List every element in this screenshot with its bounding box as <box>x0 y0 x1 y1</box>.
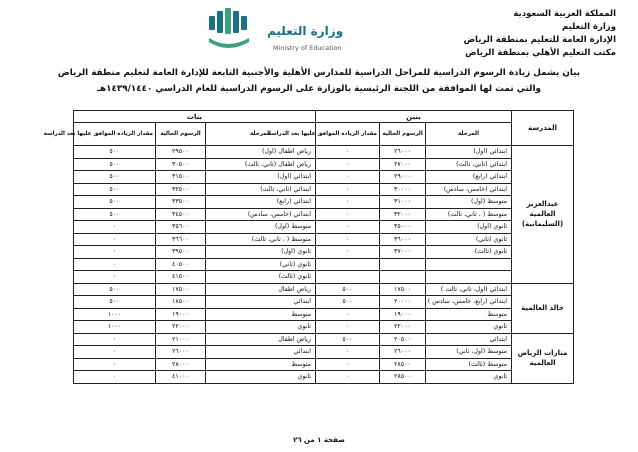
girls-fee-cell: ٢٨٠٠٠ <box>156 358 206 371</box>
girls-stage-cell: متوسط ( ، ثاني، ثالث) <box>206 233 316 246</box>
boys-stage-cell: ابتدائي (اول، ثاني، ثالث ) <box>426 283 512 296</box>
boys-increase-header: مقدار الزيادة الموافق عليها بعد الدراسة <box>316 123 380 146</box>
boys-increase-cell: ٠ <box>316 171 380 184</box>
boys-stage-cell: ابتدائي (خامس، سادس) <box>426 183 512 196</box>
girls-fee-cell: ٣٥٦٠٠ <box>156 221 206 234</box>
letterhead <box>416 8 616 60</box>
girls-fee-cell: ١٨٥٠٠ <box>156 296 206 309</box>
girls-stage-cell: متوسط (اول) <box>206 221 316 234</box>
boys-stage-cell: ثانوي <box>426 321 512 334</box>
girls-fee-cell: ٣٠٥٠٠ <box>156 158 206 171</box>
table-header-row <box>74 111 574 123</box>
girls-fee-cell: ٣٦٦٠٠ <box>156 233 206 246</box>
girls-fee-cell: ١٩٠٠٠ <box>156 308 206 321</box>
boys-column-header: بنين <box>316 111 512 123</box>
boys-stage-cell: ابتدائي (اول) <box>426 146 512 159</box>
table-row <box>74 271 574 284</box>
girls-increase-cell: ٠ <box>74 358 156 371</box>
girls-stage-header: المرحلة <box>206 123 316 146</box>
girls-increase-cell: ٠ <box>74 246 156 259</box>
document-title: بيان يشمل زيادة الرسوم الدراسية للمراحل الدراسية للمدارس الأهلية والأجنبية التابعة للإدارة العامة لتعليم منطقة الرياض <box>57 68 581 78</box>
girls-fee-cell: ٣٢٥٠٠ <box>156 183 206 196</box>
girls-increase-cell: ٠ <box>74 371 156 384</box>
boys-increase-cell <box>316 271 380 284</box>
boys-fee-cell: ٢٢٠٠٠ <box>380 321 426 334</box>
boys-stage-cell <box>426 271 512 284</box>
girls-stage-cell: ثانوي (اول) <box>206 246 316 259</box>
boys-fee-cell: ٢٦٠٠٠ <box>380 346 426 359</box>
boys-fee-cell <box>380 258 426 271</box>
girls-increase-cell: ٠ <box>74 258 156 271</box>
girls-increase-cell: ٥٠٠ <box>74 183 156 196</box>
boys-increase-cell: ٠ <box>316 346 380 359</box>
boys-fee-cell: ١٧٥٠٠ <box>380 283 426 296</box>
boys-fee-cell: ٢٠٥٠٠ <box>380 333 426 346</box>
boys-fee-cell: ٢٨٥٠٠ <box>380 358 426 371</box>
girls-increase-cell: ٥٠٠ <box>74 146 156 159</box>
girls-increase-cell: ٠ <box>74 333 156 346</box>
boys-increase-cell: ٠ <box>316 196 380 209</box>
ministry-emblem-icon <box>205 6 267 58</box>
girls-stage-cell: ابتدائي (رابع) <box>206 196 316 209</box>
boys-increase-cell: ٠ <box>316 358 380 371</box>
girls-increase-cell: ٥٠٠ <box>74 196 156 209</box>
boys-stage-cell: ثانوي (ثاني) <box>426 233 512 246</box>
table-row <box>74 196 574 209</box>
boys-increase-cell: ٠ <box>316 183 380 196</box>
boys-fee-cell <box>380 271 426 284</box>
girls-increase-header: مقدار الزيادة الموافق عليها بعد الدراسة <box>74 123 156 146</box>
boys-stage-cell: ثانوي (اول) <box>426 221 512 234</box>
girls-stage-cell: ابتدائي (ثاني، ثالث) <box>206 183 316 196</box>
girls-stage-cell: ابتدائي (خامس، سادس) <box>206 208 316 221</box>
boys-stage-cell: متوسط <box>426 308 512 321</box>
girls-stage-cell: ابتدائي <box>206 296 316 309</box>
boys-stage-cell: ابتدائي (ثاني، ثالث) <box>426 158 512 171</box>
girls-stage-cell: رياض اطفال (اول) <box>206 146 316 159</box>
table-row <box>74 246 574 259</box>
girls-column-header: بنات <box>74 111 316 123</box>
boys-increase-cell: ٥٠٠ <box>316 333 380 346</box>
boys-increase-cell <box>316 258 380 271</box>
boys-fee-cell: ٢٧٠٠٠ <box>380 158 426 171</box>
logo-arabic-text: وزارة التعليم <box>267 24 344 38</box>
girls-fee-cell: ٤١٥٠٠ <box>156 271 206 284</box>
table-row <box>74 183 574 196</box>
boys-increase-cell: ٠ <box>316 158 380 171</box>
girls-increase-cell: ٥٠٠ <box>74 171 156 184</box>
boys-stage-cell: ثانوي <box>426 371 512 384</box>
girls-stage-cell: رياض اطفال (ثاني، ثالث) <box>206 158 316 171</box>
girls-stage-cell: ثانوي <box>206 371 316 384</box>
school-column-header: المدرسة <box>512 111 574 146</box>
girls-fee-cell: ٤١٠٠٠ <box>156 371 206 384</box>
boys-fee-cell: ١٩٠٠٠ <box>380 308 426 321</box>
table-row <box>74 233 574 246</box>
girls-stage-cell: ثانوي (ثاني) <box>206 258 316 271</box>
boys-increase-cell: ٥٠٠ <box>316 283 380 296</box>
boys-increase-cell: ٠ <box>316 208 380 221</box>
ministry-logo <box>205 6 355 60</box>
fees-table-body <box>74 146 574 384</box>
boys-stage-cell: ابتدائي (رابع، خامس، سادس ) <box>426 296 512 309</box>
girls-increase-cell: ٠ <box>74 271 156 284</box>
girls-increase-cell: ٠ <box>74 346 156 359</box>
girls-fee-cell: ١٧٥٠٠ <box>156 283 206 296</box>
table-row <box>74 321 574 334</box>
boys-increase-cell: ٠ <box>316 321 380 334</box>
girls-increase-cell: ١٠٠٠ <box>74 308 156 321</box>
boys-increase-cell: ٠ <box>316 371 380 384</box>
girls-fee-cell: ٢٦٠٠٠ <box>156 346 206 359</box>
table-row <box>74 158 574 171</box>
girls-fee-cell: ٣٤٥٠٠ <box>156 208 206 221</box>
boys-stage-cell: ابتدائي (رابع) <box>426 171 512 184</box>
boys-fee-cell: ٣٧٠٠٠ <box>380 246 426 259</box>
boys-stage-cell: متوسط (اول) <box>426 196 512 209</box>
boys-stage-cell: متوسط (ثالث) <box>426 358 512 371</box>
boys-stage-header: المرحلة <box>426 123 512 146</box>
girls-increase-cell: ٥٠٠ <box>74 208 156 221</box>
girls-increase-cell: ٥٠٠ <box>74 296 156 309</box>
table-row <box>74 208 574 221</box>
girls-stage-cell: ثانوي <box>206 321 316 334</box>
boys-stage-cell <box>426 258 512 271</box>
girls-stage-cell: رياض اطفال <box>206 283 316 296</box>
boys-increase-cell: ٠ <box>316 308 380 321</box>
girls-increase-cell: ٥٠٠ <box>74 283 156 296</box>
boys-fee-cell: ٣٥٠٠٠ <box>380 221 426 234</box>
boys-increase-cell: ٠ <box>316 146 380 159</box>
boys-stage-cell: ابتدائي <box>426 333 512 346</box>
kingdom-name: المملكة العربية السعودية <box>513 9 616 19</box>
boys-fee-cell: ٢٩٠٠٠ <box>380 171 426 184</box>
boys-fee-cell: ٢٦٠٠٠ <box>380 146 426 159</box>
girls-fee-cell: ٣٩٥٠٠ <box>156 246 206 259</box>
girls-stage-cell: ابتدائي <box>206 346 316 359</box>
boys-fee-cell: ٢٠٠٠٠ <box>380 296 426 309</box>
girls-increase-cell: ٠ <box>74 221 156 234</box>
boys-stage-cell: متوسط ( ، ثاني، ثالث) <box>426 208 512 221</box>
table-row <box>74 258 574 271</box>
girls-fee-cell: ٢١٠٠٠ <box>156 333 206 346</box>
boys-stage-cell: متوسط (اول، ثاني) <box>426 346 512 359</box>
girls-stage-cell: ثانوي (ثالث) <box>206 271 316 284</box>
table-row <box>74 371 574 384</box>
boys-fee-cell: ٣٠٠٠٠ <box>380 183 426 196</box>
ministry-name: وزارة التعليم <box>562 22 616 32</box>
girls-fee-cell: ٢٩٥٠٠ <box>156 146 206 159</box>
logo-english-text: Ministry of Education <box>273 44 342 52</box>
boys-fee-cell: ٣٦٠٠٠ <box>380 233 426 246</box>
girls-increase-cell: ١٠٠٠ <box>74 321 156 334</box>
girls-increase-cell: ٠ <box>74 233 156 246</box>
table-row <box>74 308 574 321</box>
document-subtitle: والتي تمت لها الموافقة من اللجنة الرئيسية بالوزارة على الرسوم الدراسية للعام الدراسي ١٤٣٩/١٤٤٠هـ <box>97 84 541 94</box>
table-row <box>74 358 574 371</box>
boys-increase-cell: ٥٠٠ <box>316 296 380 309</box>
girls-stage-cell: رياض اطفال <box>206 333 316 346</box>
table-row <box>74 221 574 234</box>
table-subheader-row <box>74 123 574 146</box>
boys-increase-cell: ٠ <box>316 246 380 259</box>
boys-increase-cell: ٠ <box>316 221 380 234</box>
table-row <box>74 346 574 359</box>
girls-fee-header: الرسوم الحالية <box>156 123 206 146</box>
girls-increase-cell: ٥٠٠ <box>74 158 156 171</box>
girls-fee-cell: ٣١٥٠٠ <box>156 171 206 184</box>
boys-stage-cell: ثانوي (ثالث) <box>426 246 512 259</box>
girls-fee-cell: ٤٠٥٠٠ <box>156 258 206 271</box>
girls-stage-cell: متوسط <box>206 308 316 321</box>
table-row <box>74 146 574 159</box>
boys-fee-cell: ٣٢٠٠٠ <box>380 208 426 221</box>
table-row <box>74 333 574 346</box>
boys-increase-cell: ٠ <box>316 233 380 246</box>
table-row <box>74 283 574 296</box>
table-row <box>74 296 574 309</box>
girls-fee-cell: ٢٢٠٠٠ <box>156 321 206 334</box>
page-number: صفحة ١ من ٢٦ <box>293 436 345 444</box>
fees-table <box>43 110 574 384</box>
school-name-cell: عبدالعزيز العالمية (السليمانية) <box>512 146 574 284</box>
boys-fee-header: الرسوم الحالية <box>380 123 426 146</box>
table-row <box>74 171 574 184</box>
school-name-cell: خالد العالمية <box>512 283 574 333</box>
boys-fee-cell: ٢٨٥٠٠ <box>380 371 426 384</box>
girls-stage-cell: متوسط <box>206 358 316 371</box>
girls-stage-cell: ابتدائي (اول) <box>206 171 316 184</box>
directorate-name: الإدارة العامة للتعليم بمنطقة الرياض <box>463 35 616 45</box>
girls-fee-cell: ٣٣٥٠٠ <box>156 196 206 209</box>
office-name: مكتب التعليم الأهلي بمنطقة الرياض <box>465 48 616 58</box>
boys-fee-cell: ٣١٠٠٠ <box>380 196 426 209</box>
school-name-cell: منارات الرياض العالمية <box>512 333 574 383</box>
